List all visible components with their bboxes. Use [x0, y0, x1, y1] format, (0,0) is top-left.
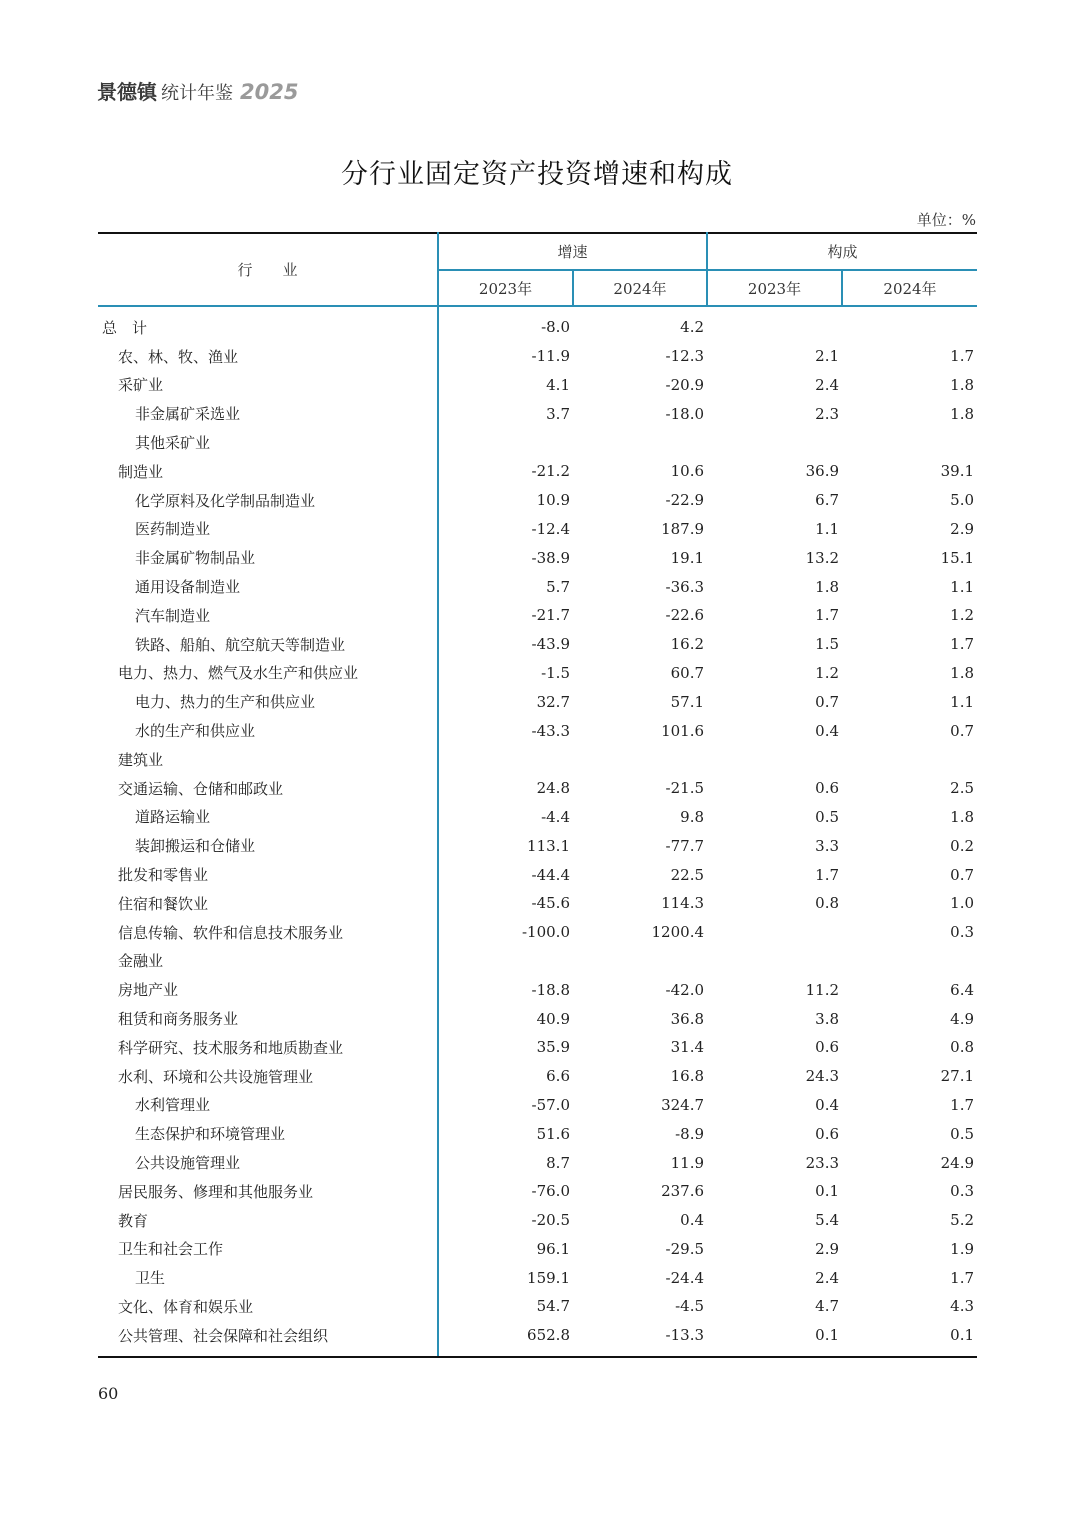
- table-row: [98, 1091, 977, 1120]
- industry-name: 信息传输、软件和信息技术服务业: [98, 918, 438, 947]
- industry-name: 非金属矿物制品业: [98, 543, 438, 572]
- structure-2024-value: [842, 306, 977, 342]
- brand-year: 2025: [240, 80, 299, 104]
- column-group-growth: 增速: [438, 233, 707, 270]
- structure-2023-value: 0.6: [815, 779, 840, 798]
- growth-2024-value: 0.4: [680, 1211, 705, 1230]
- structure-2023-value: 36.9: [805, 462, 840, 481]
- column-header-structure-2024: 2024年: [842, 270, 977, 306]
- structure-2024-value: [842, 428, 977, 457]
- industry-name: 生态保护和环境管理业: [98, 1119, 438, 1148]
- structure-2024-value: 0.8: [950, 1038, 975, 1057]
- growth-2023-value: 5.7: [546, 577, 570, 596]
- structure-2024-value: 1.8: [950, 375, 975, 394]
- industry-name: 公共管理、社会保障和社会组织: [98, 1321, 438, 1357]
- growth-2023-value: 54.7: [536, 1297, 570, 1316]
- growth-2023-value: -20.5: [531, 1211, 570, 1230]
- structure-2023-value: 1.7: [815, 606, 840, 625]
- table-row: [98, 486, 977, 515]
- growth-2023-value: [438, 428, 573, 457]
- growth-2023-value: 24.8: [536, 779, 570, 798]
- growth-2024-value: -22.6: [665, 606, 705, 625]
- structure-2023-value: 1.5: [815, 635, 840, 654]
- growth-2023-value: -43.3: [531, 721, 570, 740]
- growth-2024-value: 16.8: [670, 1067, 705, 1086]
- structure-2024-value: 27.1: [940, 1067, 975, 1086]
- growth-2024-value: -22.9: [665, 491, 705, 510]
- growth-2023-value: -38.9: [531, 548, 570, 567]
- table-row: [98, 803, 977, 832]
- structure-2023-value: 24.3: [805, 1067, 840, 1086]
- industry-name: 制造业: [98, 457, 438, 486]
- growth-2023-value: -21.2: [531, 462, 570, 481]
- growth-2024-value: -36.3: [665, 577, 705, 596]
- industry-name: 化学原料及化学制品制造业: [98, 486, 438, 515]
- industry-name: 电力、热力的生产和供应业: [98, 687, 438, 716]
- structure-2024-value: 1.7: [950, 1095, 975, 1114]
- growth-2024-value: 4.2: [680, 318, 705, 337]
- table-row: [98, 1033, 977, 1062]
- growth-2023-value: 6.6: [546, 1067, 570, 1086]
- structure-2024-value: 1.9: [950, 1239, 975, 1258]
- growth-2023-value: 4.1: [546, 375, 570, 394]
- structure-2024-value: 2.9: [950, 519, 975, 538]
- growth-2023-value: 10.9: [536, 491, 570, 510]
- structure-2024-value: 39.1: [940, 462, 975, 481]
- growth-2024-value: 57.1: [670, 692, 705, 711]
- growth-2023-value: [438, 947, 573, 976]
- structure-2023-value: 13.2: [805, 548, 840, 567]
- growth-2024-value: 19.1: [670, 548, 705, 567]
- table-row: [98, 947, 977, 976]
- industry-name: 租赁和商务服务业: [98, 1004, 438, 1033]
- structure-2023-value: [707, 745, 842, 774]
- growth-2023-value: -43.9: [531, 635, 570, 654]
- structure-2023-value: 4.7: [815, 1297, 840, 1316]
- structure-2024-value: 0.7: [950, 721, 975, 740]
- structure-2024-value: 0.7: [950, 865, 975, 884]
- industry-name: 住宿和餐饮业: [98, 889, 438, 918]
- growth-2024-value: -77.7: [665, 836, 705, 855]
- structure-2023-value: [707, 918, 842, 947]
- table-row: [98, 1292, 977, 1321]
- structure-2023-value: 1.8: [815, 577, 840, 596]
- table-row: [98, 1206, 977, 1235]
- structure-2023-value: 2.4: [815, 1268, 840, 1287]
- running-header: [97, 76, 298, 104]
- growth-2023-value: 40.9: [536, 1009, 570, 1028]
- table-header: [98, 233, 977, 306]
- growth-2024-value: 60.7: [670, 663, 705, 682]
- growth-2024-value: 9.8: [680, 807, 705, 826]
- brand-subtitle: 统计年鉴: [161, 83, 233, 104]
- growth-2024-value: 324.7: [661, 1095, 705, 1114]
- structure-2024-value: 0.3: [950, 1182, 975, 1201]
- structure-2023-value: 0.8: [815, 894, 840, 913]
- structure-2024-value: 0.3: [950, 923, 975, 942]
- growth-2024-value: 10.6: [670, 462, 705, 481]
- growth-2024-value: -24.4: [665, 1268, 705, 1287]
- growth-2023-value: -57.0: [531, 1095, 570, 1114]
- growth-2024-value: -12.3: [665, 347, 705, 366]
- growth-2024-value: 36.8: [670, 1009, 705, 1028]
- growth-2023-value: 159.1: [527, 1268, 570, 1287]
- growth-2023-value: -8.0: [541, 318, 570, 337]
- unit-label: 单位：%: [916, 211, 976, 229]
- structure-2024-value: 0.5: [950, 1124, 975, 1143]
- structure-2023-value: 2.9: [815, 1239, 840, 1258]
- table-row: [98, 306, 977, 342]
- structure-2023-value: 23.3: [805, 1153, 840, 1172]
- growth-2024-value: -18.0: [665, 404, 705, 423]
- industry-name: 电力、热力、燃气及水生产和供应业: [98, 659, 438, 688]
- growth-2023-value: -76.0: [531, 1182, 570, 1201]
- structure-2024-value: 1.7: [950, 1268, 975, 1287]
- table-row: [98, 831, 977, 860]
- industry-name: 铁路、船舶、航空航天等制造业: [98, 630, 438, 659]
- industry-name: 农、林、牧、渔业: [98, 342, 438, 371]
- table-row: [98, 601, 977, 630]
- growth-2024-value: -42.0: [665, 980, 705, 999]
- table-row: [98, 774, 977, 803]
- structure-2023-value: 11.2: [805, 980, 840, 999]
- structure-2023-value: 0.1: [815, 1182, 840, 1201]
- growth-2024-value: 31.4: [670, 1038, 705, 1057]
- structure-2023-value: 0.4: [815, 721, 840, 740]
- structure-2024-value: 1.1: [950, 577, 975, 596]
- structure-2024-value: 2.5: [950, 779, 975, 798]
- structure-2024-value: 1.7: [950, 347, 975, 366]
- column-header-growth-2024: 2024年: [573, 270, 707, 306]
- structure-2023-value: 0.7: [815, 692, 840, 711]
- industry-name: 卫生: [98, 1263, 438, 1292]
- brand-name: 景德镇: [97, 80, 157, 104]
- growth-2024-value: 1200.4: [651, 923, 705, 942]
- structure-2023-value: 0.1: [707, 1321, 842, 1357]
- industry-name: 教育: [98, 1206, 438, 1235]
- table-row: [98, 1177, 977, 1206]
- structure-2023-value: [707, 428, 842, 457]
- structure-2024-value: 4.3: [950, 1297, 975, 1316]
- structure-2024-value: 5.2: [950, 1211, 975, 1230]
- industry-name: 汽车制造业: [98, 601, 438, 630]
- industry-name: 文化、体育和娱乐业: [98, 1292, 438, 1321]
- growth-2024-value: -4.5: [675, 1297, 705, 1316]
- industry-name: 公共设施管理业: [98, 1148, 438, 1177]
- structure-2023-value: 2.4: [815, 375, 840, 394]
- growth-2024-value: -29.5: [665, 1239, 705, 1258]
- structure-2023-value: 2.1: [815, 347, 840, 366]
- table-row: [98, 1321, 977, 1357]
- table-row: [98, 399, 977, 428]
- growth-2023-value: -1.5: [541, 663, 570, 682]
- column-group-structure: 构成: [707, 233, 977, 270]
- table-body: [98, 306, 977, 1357]
- growth-2023-value: 113.1: [527, 836, 570, 855]
- table-row: [98, 515, 977, 544]
- structure-2023-value: [707, 947, 842, 976]
- industry-name: 通用设备制造业: [98, 572, 438, 601]
- table-row: [98, 630, 977, 659]
- structure-2024-value: 1.8: [950, 663, 975, 682]
- growth-2024-value: -13.3: [573, 1321, 707, 1357]
- structure-2023-value: [707, 306, 842, 342]
- table-row: [98, 572, 977, 601]
- growth-2023-value: 51.6: [536, 1124, 570, 1143]
- structure-2024-value: 1.0: [950, 894, 975, 913]
- industry-name: 道路运输业: [98, 803, 438, 832]
- growth-2023-value: -21.7: [531, 606, 570, 625]
- growth-2024-value: 187.9: [661, 519, 705, 538]
- growth-2023-value: -4.4: [541, 807, 570, 826]
- industry-name: 批发和零售业: [98, 860, 438, 889]
- growth-2024-value: [573, 428, 707, 457]
- structure-2024-value: 1.2: [950, 606, 975, 625]
- column-header-industry: 行 业: [98, 233, 438, 306]
- structure-2024-value: 5.0: [950, 491, 975, 510]
- structure-2023-value: 3.8: [815, 1009, 840, 1028]
- growth-2023-value: -45.6: [531, 894, 570, 913]
- growth-2023-value: -100.0: [521, 923, 570, 942]
- structure-2023-value: 0.6: [815, 1038, 840, 1057]
- structure-2023-value: 3.3: [815, 836, 840, 855]
- table-row: [98, 918, 977, 947]
- structure-2023-value: 1.7: [815, 865, 840, 884]
- structure-2023-value: 2.3: [815, 404, 840, 423]
- structure-2024-value: 1.8: [950, 807, 975, 826]
- table-row: [98, 1263, 977, 1292]
- structure-2024-value: [842, 947, 977, 976]
- growth-2023-value: -12.4: [531, 519, 570, 538]
- structure-2024-value: 0.1: [842, 1321, 977, 1357]
- structure-2023-value: 0.5: [815, 807, 840, 826]
- industry-name: 建筑业: [98, 745, 438, 774]
- table-row: [98, 1062, 977, 1091]
- structure-2024-value: 15.1: [940, 548, 975, 567]
- growth-2024-value: 114.3: [661, 894, 705, 913]
- growth-2024-value: 22.5: [670, 865, 705, 884]
- table-row: [98, 687, 977, 716]
- growth-2024-value: -8.9: [675, 1124, 705, 1143]
- structure-2024-value: 4.9: [950, 1009, 975, 1028]
- table-row: [98, 428, 977, 457]
- data-table-container: [98, 232, 977, 1358]
- structure-2024-value: 1.8: [950, 404, 975, 423]
- growth-2024-value: [573, 745, 707, 774]
- industry-name: 其他采矿业: [98, 428, 438, 457]
- structure-2024-value: 0.2: [950, 836, 975, 855]
- structure-2023-value: 0.4: [815, 1095, 840, 1114]
- industry-name: 房地产业: [98, 975, 438, 1004]
- page-title: 分行业固定资产投资增速和构成: [341, 159, 733, 190]
- growth-2024-value: [573, 947, 707, 976]
- growth-2023-value: -11.9: [531, 347, 570, 366]
- table-row: [98, 1235, 977, 1264]
- growth-2023-value: 32.7: [536, 692, 570, 711]
- structure-2024-value: [842, 745, 977, 774]
- table-row: [98, 1119, 977, 1148]
- growth-2024-value: 237.6: [661, 1182, 705, 1201]
- table-row: [98, 342, 977, 371]
- industry-name: 采矿业: [98, 371, 438, 400]
- growth-2023-value: 3.7: [546, 404, 570, 423]
- growth-2023-value: 96.1: [536, 1239, 570, 1258]
- table-row: [98, 457, 977, 486]
- industry-name: 水利管理业: [98, 1091, 438, 1120]
- structure-2023-value: 5.4: [815, 1211, 840, 1230]
- growth-2024-value: -20.9: [665, 375, 705, 394]
- investment-table: [98, 232, 977, 1358]
- industry-name: 水的生产和供应业: [98, 716, 438, 745]
- growth-2024-value: 11.9: [670, 1153, 705, 1172]
- industry-name: 总 计: [98, 306, 438, 342]
- table-row: [98, 1004, 977, 1033]
- structure-2023-value: 1.1: [815, 519, 840, 538]
- industry-name: 卫生和社会工作: [98, 1235, 438, 1264]
- industry-name: 金融业: [98, 947, 438, 976]
- growth-2024-value: -21.5: [665, 779, 705, 798]
- structure-2024-value: 1.7: [950, 635, 975, 654]
- table-row: [98, 745, 977, 774]
- growth-2023-value: 8.7: [546, 1153, 570, 1172]
- table-row: [98, 889, 977, 918]
- table-row: [98, 716, 977, 745]
- structure-2023-value: 1.2: [815, 663, 840, 682]
- table-row: [98, 975, 977, 1004]
- industry-name: 水利、环境和公共设施管理业: [98, 1062, 438, 1091]
- page-number: 60: [98, 1384, 119, 1403]
- table-row: [98, 543, 977, 572]
- growth-2023-value: 652.8: [438, 1321, 573, 1357]
- growth-2024-value: 16.2: [670, 635, 705, 654]
- structure-2024-value: 6.4: [950, 980, 975, 999]
- table-row: [98, 1148, 977, 1177]
- structure-2024-value: 1.1: [950, 692, 975, 711]
- industry-name: 医药制造业: [98, 515, 438, 544]
- growth-2023-value: -18.8: [531, 980, 570, 999]
- structure-2024-value: 24.9: [940, 1153, 975, 1172]
- table-row: [98, 659, 977, 688]
- industry-name: 居民服务、修理和其他服务业: [98, 1177, 438, 1206]
- growth-2024-value: 101.6: [661, 721, 705, 740]
- growth-2023-value: -44.4: [531, 865, 570, 884]
- industry-name: 科学研究、技术服务和地质勘查业: [98, 1033, 438, 1062]
- structure-2023-value: 6.7: [815, 491, 840, 510]
- table-row: [98, 860, 977, 889]
- column-header-structure-2023: 2023年: [707, 270, 842, 306]
- industry-name: 非金属矿采选业: [98, 399, 438, 428]
- industry-name: 装卸搬运和仓储业: [98, 831, 438, 860]
- table-row: [98, 371, 977, 400]
- growth-2023-value: 35.9: [536, 1038, 570, 1057]
- column-header-growth-2023: 2023年: [438, 270, 573, 306]
- growth-2023-value: [438, 745, 573, 774]
- industry-name: 交通运输、仓储和邮政业: [98, 774, 438, 803]
- structure-2023-value: 0.6: [815, 1124, 840, 1143]
